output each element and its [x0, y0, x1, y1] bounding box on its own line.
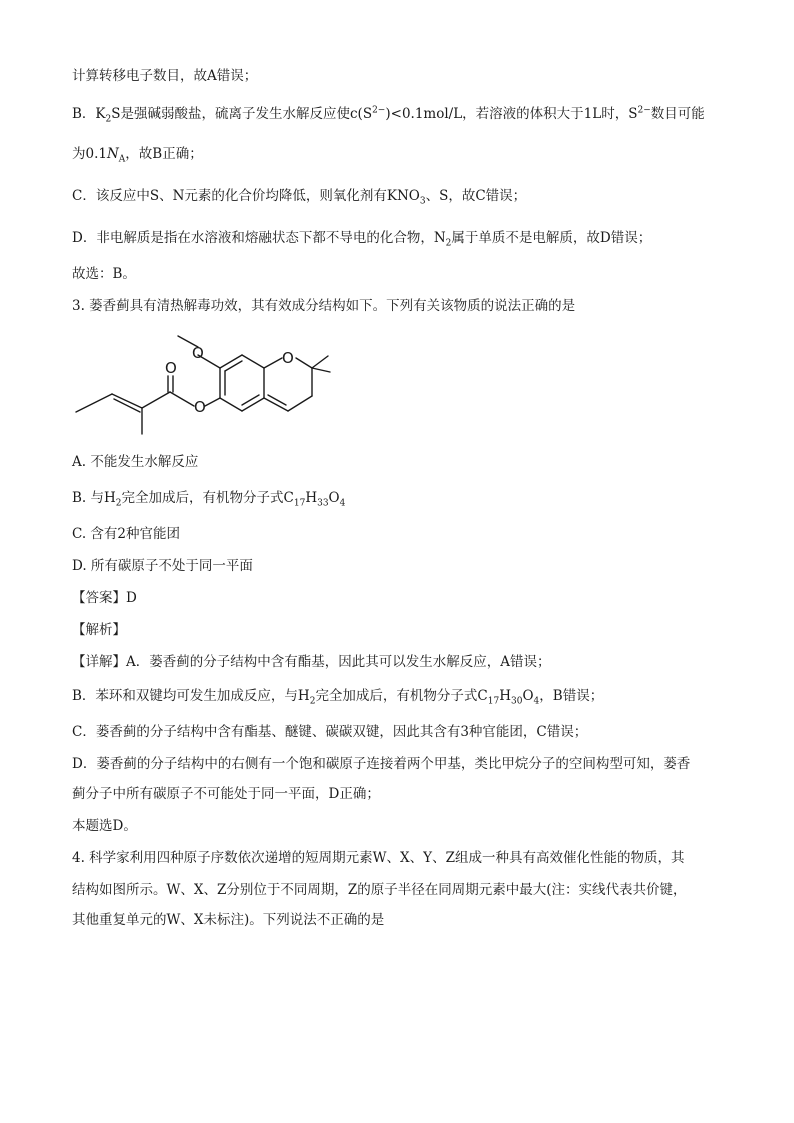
molecule-structure	[72, 328, 332, 438]
detail-a: 【详解】A．蒌香蓟的分子结构中含有酯基，因此其可以发生水解反应，A错误；	[72, 654, 551, 670]
question-3-stem: 3. 蒌香蓟具有清热解毒功效，其有效成分结构如下。下列有关该物质的说法正确的是	[72, 298, 576, 314]
ester-oxygen-label: O	[194, 398, 206, 416]
text-line: 计算转移电子数目，故A错误；	[72, 68, 258, 84]
detail-b: B．苯环和双键均可发生加成反应，与$H_2$完全加成后，有机物分子式$C_{17}H_{30}O_4$，B错误；	[72, 688, 604, 707]
question-4-line-2: 结构如图所示。W、X、Z分别位于不同周期，Z的原子半径在同周期元素中最大(注：实线代表共价键，	[72, 882, 687, 898]
question-4-line-1: 4. 科学家利用四种原子序数依次递增的短周期元素W、X、Y、Z组成一种具有高效催化性能的物质，其	[72, 850, 685, 866]
text-line: 故选：B。	[72, 266, 136, 282]
detail-d-line-1: D．蒌香蓟的分子结构中的右侧有一个饱和碳原子连接着两个甲基，类比甲烷分子的空间构型可知，蒌香	[72, 756, 691, 772]
option-b: B. 与$H_2$完全加成后，有机物分子式$C_{17}H_{33}O_4$	[72, 490, 346, 509]
carbonyl-oxygen-label: O	[165, 359, 177, 377]
ring-oxygen-label: O	[282, 349, 294, 367]
option-c: C. 含有2种官能团	[72, 526, 181, 542]
option-d: D. 所有碳原子不处于同一平面	[72, 558, 253, 574]
option-a: A. 不能发生水解反应	[72, 454, 199, 470]
detail-d-line-2: 蓟分子中所有碳原子不可能处于同一平面，D正确；	[72, 786, 380, 802]
text-line: D．非电解质是指在水溶液和熔融状态下都不导电的化合物，$N_2$属于单质不是电解质，故D错误；	[72, 230, 652, 249]
text-line: 为$0.1N_A$，故B正确；	[72, 146, 203, 165]
question-4-line-3: 其他重复单元的W、X未标注)。下列说法不正确的是	[72, 912, 385, 928]
analysis-label: 【解析】	[72, 622, 126, 638]
text-line: B．$K_2S$是强碱弱酸盐，硫离子发生水解反应使$c(S^{2-})<0.1mol/L$，若溶液的体积大于1L时，$S^{2-}$数目可能	[72, 105, 705, 125]
detail-c: C．蒌香蓟的分子结构中含有酯基、醚键、碳碳双键，因此其含有3种官能团，C错误；	[72, 724, 588, 740]
text-line: C．该反应中S、N元素的化合价均降低，则氧化剂有$KNO_3$、S，故C错误；	[72, 188, 527, 207]
conclusion: 本题选D。	[72, 818, 137, 834]
methoxy-oxygen-label: O	[192, 344, 204, 362]
answer-label: 【答案】D	[72, 590, 137, 606]
